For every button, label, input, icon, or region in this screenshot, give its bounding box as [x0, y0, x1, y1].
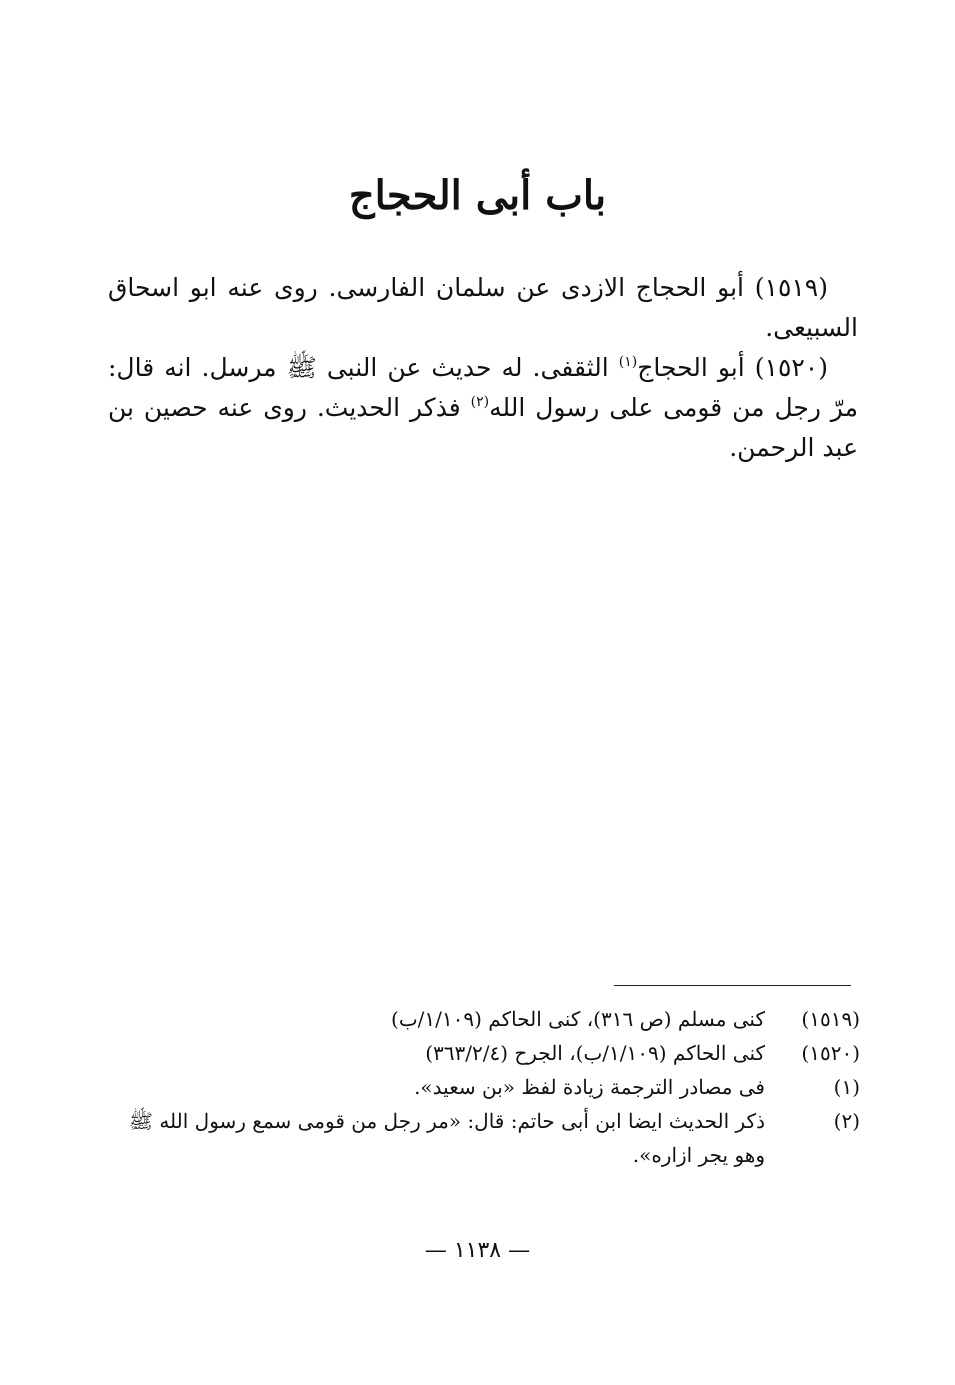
- footnote-ref-1: (١): [618, 354, 638, 370]
- footnote-ref-2: (٢): [470, 394, 490, 410]
- page-number: — ١١٣٨ —: [424, 1238, 531, 1263]
- footnote-label: (٢): [833, 1109, 860, 1133]
- footnote-label: (١): [833, 1075, 860, 1099]
- footnotes: [100, 1002, 860, 1172]
- entry-number: (١٥٢٠): [754, 353, 828, 382]
- footnote-text: ذكر الحديث ايضا ابن أبى حاتم: قال: «مر رجل من قومى سمع رسول الله ﷺ وهو يجر ازاره».: [128, 1109, 765, 1167]
- entry-text: أبو الحجاج: [637, 353, 745, 382]
- footnote-item: [100, 1002, 860, 1036]
- footnote-divider: [614, 985, 851, 986]
- entry-text: أبو الحجاج الازدى عن سلمان الفارسى. روى عنه ابو اسحاق السبيعى.: [108, 273, 858, 342]
- entry-text: الثقفى. له حديث عن النبى ﷺ مرسل. انه قال: مرّ رجل من قومى على رسول الله: [108, 353, 858, 422]
- footnote-item: [100, 1104, 860, 1172]
- footnote-label: (١٥٢٠): [801, 1041, 860, 1065]
- footnote-item: [100, 1070, 860, 1104]
- footnote-item: [100, 1036, 860, 1070]
- footnote-text: فى مصادر الترجمة زيادة لفظ «بن سعيد».: [414, 1075, 765, 1099]
- entry-text: فذكر الحديث. روى عنه حصين بن عبد الرحمن.: [108, 393, 858, 462]
- entry-1519: [108, 268, 858, 348]
- footnote-text: كنى مسلم (ص ٣١٦)، كنى الحاكم (١/١٠٩/ب): [391, 1007, 765, 1031]
- footnote-label: (١٥١٩): [801, 1007, 860, 1031]
- main-text: [108, 268, 858, 468]
- entry-number: (١٥١٩): [754, 273, 828, 302]
- footnote-text: كنى الحاكم (١/١٠٩/ب)، الجرح (٣٦٣/٢/٤): [425, 1041, 765, 1065]
- entry-1520: [108, 348, 858, 468]
- chapter-title: باب أبى الحجاج: [348, 172, 607, 219]
